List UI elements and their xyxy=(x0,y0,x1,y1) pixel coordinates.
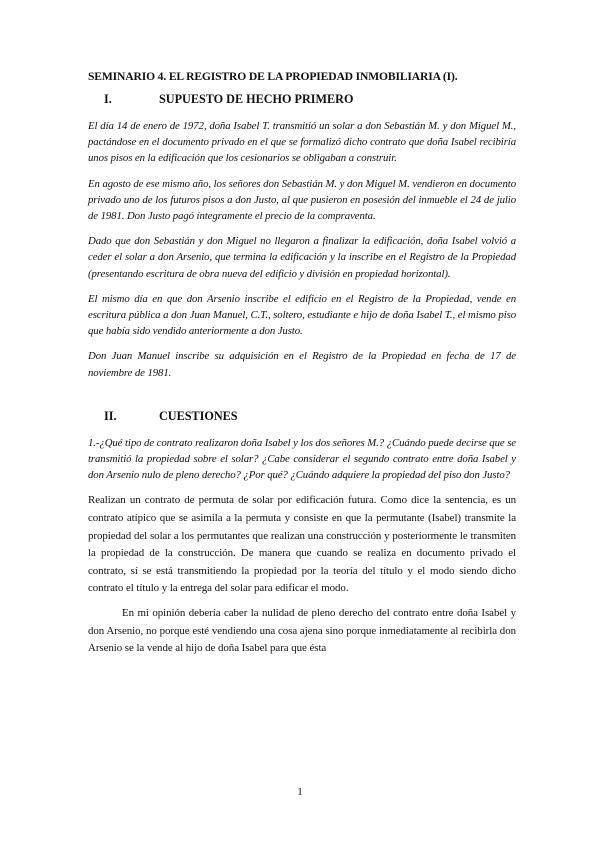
section-title: CUESTIONES xyxy=(159,408,238,423)
section-title: SUPUESTO DE HECHO PRIMERO xyxy=(159,92,354,106)
section-heading-2 xyxy=(88,409,516,424)
answer-paragraph: Realizan un contrato de permuta de solar por edificación futura. Como dice la sentencia, es un contrato atípico que se asimila a la permuta y consiste en que la permutante (Isabel) transmite la propiedad del solar a los permutantes que realizan una construcción y posteriormente le transmiten la propiedad de la construcción. De manera que cuando se realiza en documento privado el contrato, sí se está transmitiendo la propiedad por la teoría del título y el modo siendo dicho contrato el título y la entrega del solar para edificar el modo. xyxy=(88,494,516,595)
spacer xyxy=(88,390,516,409)
section-number: I. xyxy=(104,92,112,106)
page-number: 1 xyxy=(297,786,303,798)
section-number: II. xyxy=(104,408,117,423)
document-title: SEMINARIO 4. EL REGISTRO DE LA PROPIEDAD INMOBILIARIA (I). xyxy=(88,70,458,83)
section-heading-1 xyxy=(88,92,516,107)
fact-paragraph: El día 14 de enero de 1972, doña Isabel T. transmitió un solar a don Sebastián M. y don Miguel M., pactándose en el documento privado en el que se formalizó dicho contrato que doña Isabel recibiría unos pisos en la edificación que los cesionarios se obligaban a construir. xyxy=(88,120,516,165)
question-paragraph: 1.-¿Qué tipo de contrato realizaron doña Isabel y los dos señores M.? ¿Cuándo puede decirse que se transmitió la propiedad sobre el solar? ¿Cabe considerar el segundo contrato entre doña Isabel y don Arsenio nulo de pleno derecho? ¿Por qué? ¿Cuándo adquiere la propiedad del piso don Justo? xyxy=(88,436,516,482)
fact-paragraph: El mismo día en que don Arsenio inscribe el edificio en el Registro de la Propiedad, vende en escritura pública a don Juan Manuel, C.T., soltero, estudiante e hijo de doña Isabel T., el mismo piso que había sido vendido anteriormente a don Justo. xyxy=(88,292,516,338)
answer-paragraph: En mi opinión debería caber la nulidad de pleno derecho del contrato entre doña Isabel y don Arsenio, no porque esté vendiendo una cosa ajena sino porque inmediatamente al recibirla don Arsenio se la vende al hijo de doña Isabel para que ésta xyxy=(88,607,516,655)
fact-paragraph: En agosto de ese mismo año, los señores don Sebastián M. y don Miguel M. vendieron en documento privado uno de los futuros pisos a don Justo, al que pusieron en posesión del inmueble el 24 de julio de 1981. Don Justo pagó íntegramente el precio de la compraventa. xyxy=(88,177,516,223)
fact-paragraph: Dado que don Sebastián y don Miguel no llegaron a finalizar la edificación, doña Isabel volvió a ceder el solar a don Arsenio, que termina la edificación y la inscribe en el Registro de la Propiedad (presentando escritura de obra nueva del edificio y división en propiedad horizontal). xyxy=(88,235,516,280)
page-content xyxy=(88,70,516,665)
fact-paragraph: Don Juan Manuel inscribe su adquisición en el Registro de la Propiedad en fecha de 17 de noviembre de 1981. xyxy=(88,350,516,379)
